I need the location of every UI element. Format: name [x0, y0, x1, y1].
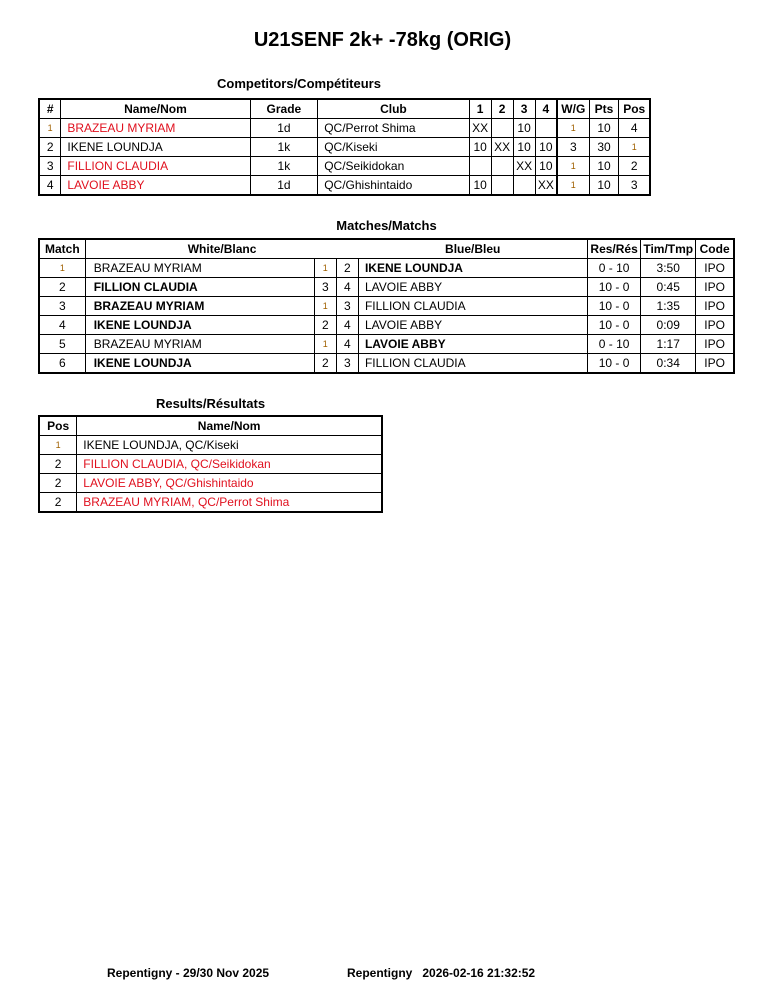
col-num: # [39, 99, 61, 119]
white-competitor: BRAZEAU MYRIAM [85, 335, 314, 354]
competitor-name: FILLION CLAUDIA [61, 157, 250, 176]
footer-printed: Repentigny 2026-02-16 21:32:52 [347, 966, 536, 980]
competitor-position: 3 [619, 176, 650, 196]
competitor-wins: 1 [557, 119, 589, 138]
white-number: 1 [314, 335, 336, 354]
results-heading: Results/Résultats [155, 396, 266, 411]
competitor-points: 30 [589, 138, 619, 157]
competitor-wins: 3 [557, 138, 589, 157]
white-competitor: FILLION CLAUDIA [85, 278, 314, 297]
round-score [469, 157, 491, 176]
round-score [491, 119, 513, 138]
result-row [39, 455, 382, 474]
col-grade: Grade [250, 99, 318, 119]
footer-event: Repentigny - 29/30 Nov 2025 [107, 966, 270, 980]
competitor-points: 10 [589, 157, 619, 176]
competitor-number: 3 [39, 157, 61, 176]
match-result: 0 - 10 [587, 335, 640, 354]
match-time: 3:50 [641, 259, 696, 278]
round-score: 10 [469, 138, 491, 157]
result-row [39, 474, 382, 493]
col-code: Code [696, 239, 734, 259]
col-blue: Blue/Bleu [358, 239, 587, 259]
match-time: 1:17 [641, 335, 696, 354]
col-r4: 4 [535, 99, 557, 119]
match-row [39, 354, 734, 374]
blue-number: 4 [336, 278, 358, 297]
col-result-name: Name/Nom [77, 416, 382, 436]
matches-table [38, 238, 735, 374]
match-code: IPO [696, 259, 734, 278]
match-number: 2 [39, 278, 85, 297]
competitor-row [39, 157, 650, 176]
match-result: 10 - 0 [587, 278, 640, 297]
competitors-heading: Competitors/Compétiteurs [217, 76, 381, 91]
blue-competitor: LAVOIE ABBY [358, 278, 587, 297]
col-r3: 3 [513, 99, 535, 119]
match-row [39, 316, 734, 335]
round-score [535, 119, 557, 138]
match-time: 0:45 [641, 278, 696, 297]
match-time: 0:34 [641, 354, 696, 374]
competitor-position: 1 [619, 138, 650, 157]
white-competitor: IKENE LOUNDJA [85, 316, 314, 335]
round-score: 10 [469, 176, 491, 196]
competitor-club: QC/Seikidokan [318, 157, 469, 176]
result-name: IKENE LOUNDJA, QC/Kiseki [77, 436, 382, 455]
results-table [38, 415, 383, 513]
match-result: 0 - 10 [587, 259, 640, 278]
white-number: 2 [314, 316, 336, 335]
result-name: FILLION CLAUDIA, QC/Seikidokan [77, 455, 382, 474]
page-title: U21SENF 2k+ -78kg (ORIG) [253, 29, 512, 51]
round-score: XX [535, 176, 557, 196]
competitor-position: 4 [619, 119, 650, 138]
match-row [39, 335, 734, 354]
round-score: XX [469, 119, 491, 138]
competitor-wins: 1 [557, 176, 589, 196]
competitor-club: QC/Ghishintaido [318, 176, 469, 196]
col-white: White/Blanc [85, 239, 358, 259]
blue-competitor: IKENE LOUNDJA [358, 259, 587, 278]
col-res: Res/Rés [587, 239, 640, 259]
match-row [39, 259, 734, 278]
competitor-points: 10 [589, 119, 619, 138]
match-time: 0:09 [641, 316, 696, 335]
matches-header-row [39, 239, 734, 259]
col-name: Name/Nom [61, 99, 250, 119]
round-score [491, 157, 513, 176]
result-position: 1 [39, 436, 77, 455]
white-number: 1 [314, 259, 336, 278]
blue-competitor: FILLION CLAUDIA [358, 354, 587, 374]
round-score: 10 [535, 157, 557, 176]
white-number: 2 [314, 354, 336, 374]
competitor-row [39, 176, 650, 196]
round-score: 10 [513, 119, 535, 138]
col-club: Club [318, 99, 469, 119]
competitor-grade: 1k [250, 157, 318, 176]
blue-number: 3 [336, 354, 358, 374]
match-number: 3 [39, 297, 85, 316]
competitor-grade: 1d [250, 176, 318, 196]
competitor-number: 2 [39, 138, 61, 157]
blue-number: 2 [336, 259, 358, 278]
match-number: 5 [39, 335, 85, 354]
blue-competitor: FILLION CLAUDIA [358, 297, 587, 316]
competitor-row [39, 138, 650, 157]
match-number: 6 [39, 354, 85, 374]
result-name: BRAZEAU MYRIAM, QC/Perrot Shima [77, 493, 382, 513]
result-position: 2 [39, 455, 77, 474]
competitor-name: BRAZEAU MYRIAM [61, 119, 250, 138]
competitor-number: 4 [39, 176, 61, 196]
white-competitor: BRAZEAU MYRIAM [85, 297, 314, 316]
competitors-table [38, 98, 651, 196]
competitor-points: 10 [589, 176, 619, 196]
blue-number: 4 [336, 316, 358, 335]
round-score: XX [513, 157, 535, 176]
competitor-club: QC/Perrot Shima [318, 119, 469, 138]
match-code: IPO [696, 297, 734, 316]
col-r2: 2 [491, 99, 513, 119]
match-code: IPO [696, 278, 734, 297]
col-result-pos: Pos [39, 416, 77, 436]
competitors-header-row [39, 99, 650, 119]
round-score [513, 176, 535, 196]
round-score [491, 176, 513, 196]
white-number: 3 [314, 278, 336, 297]
competitor-position: 2 [619, 157, 650, 176]
competitor-grade: 1d [250, 119, 318, 138]
white-competitor: IKENE LOUNDJA [85, 354, 314, 374]
competitor-number: 1 [39, 119, 61, 138]
result-row [39, 493, 382, 513]
result-name: LAVOIE ABBY, QC/Ghishintaido [77, 474, 382, 493]
results-header-row [39, 416, 382, 436]
match-number: 1 [39, 259, 85, 278]
competitor-grade: 1k [250, 138, 318, 157]
col-pos: Pos [619, 99, 650, 119]
result-position: 2 [39, 474, 77, 493]
match-row [39, 278, 734, 297]
round-score: XX [491, 138, 513, 157]
result-position: 2 [39, 493, 77, 513]
matches-heading: Matches/Matchs [336, 218, 437, 233]
round-score: 10 [535, 138, 557, 157]
match-number: 4 [39, 316, 85, 335]
blue-competitor: LAVOIE ABBY [358, 335, 587, 354]
competitor-club: QC/Kiseki [318, 138, 469, 157]
match-result: 10 - 0 [587, 316, 640, 335]
blue-number: 4 [336, 335, 358, 354]
col-r1: 1 [469, 99, 491, 119]
col-match: Match [39, 239, 85, 259]
match-time: 1:35 [641, 297, 696, 316]
match-code: IPO [696, 316, 734, 335]
match-row [39, 297, 734, 316]
result-row [39, 436, 382, 455]
white-competitor: BRAZEAU MYRIAM [85, 259, 314, 278]
col-wg: W/G [557, 99, 589, 119]
match-result: 10 - 0 [587, 354, 640, 374]
competitor-row [39, 119, 650, 138]
blue-competitor: LAVOIE ABBY [358, 316, 587, 335]
match-code: IPO [696, 354, 734, 374]
round-score: 10 [513, 138, 535, 157]
competitor-wins: 1 [557, 157, 589, 176]
match-code: IPO [696, 335, 734, 354]
col-time: Tim/Tmp [641, 239, 696, 259]
blue-number: 3 [336, 297, 358, 316]
white-number: 1 [314, 297, 336, 316]
match-result: 10 - 0 [587, 297, 640, 316]
col-pts: Pts [589, 99, 619, 119]
competitor-name: LAVOIE ABBY [61, 176, 250, 196]
competitor-name: IKENE LOUNDJA [61, 138, 250, 157]
